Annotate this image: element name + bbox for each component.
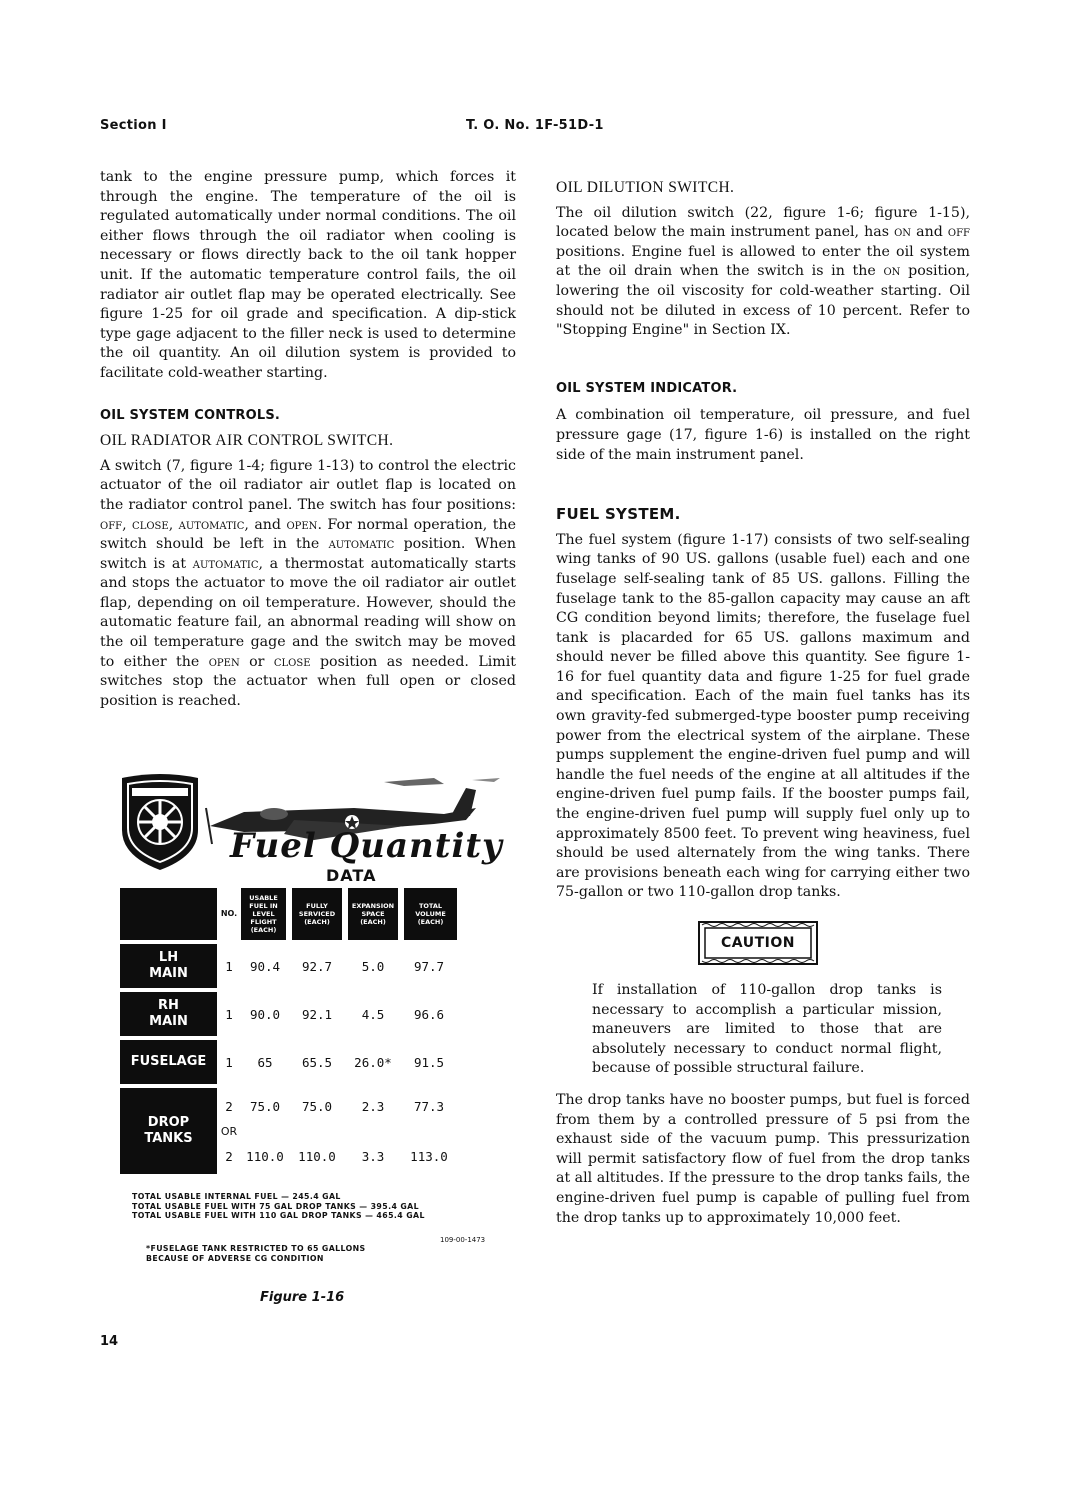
oil-radiator-switch-paragraph: A switch (7, figure 1-4; figure 1-13) to control the electric actuator of the oil radiator air outlet flap is located on the radiator control panel. The switch has four positions: off, close, automatic, and open. For normal operation, the switch should be left in the automatic position. When switch is at automatic, a thermostat automatically starts and stops the actuator to move the oil radiator air outlet flap, depending on oil temperature. However, should the automatic feature fail, an abnormal reading will show on the oil temperature gage and the switch may be moved to either the open or close position as needed. Limit switches stop the actuator when full open or closed position is reached. bbox=[100, 457, 516, 709]
header-usable: USABLE FUEL IN LEVEL FLIGHT (EACH) bbox=[241, 888, 289, 940]
figure-caption: Figure 1-16 bbox=[260, 1290, 345, 1305]
fuel-system-heading: FUEL SYSTEM. bbox=[556, 505, 681, 524]
figure-subtitle: DATA bbox=[326, 866, 377, 885]
table-cell: 90.4 bbox=[249, 958, 281, 974]
table-cell: 2 bbox=[225, 1148, 233, 1164]
table-cell: 75.0 bbox=[301, 1098, 333, 1114]
header-total-volume: TOTAL VOLUME (EACH) bbox=[401, 888, 457, 940]
row-label-drop-tanks: DROP TANKS bbox=[120, 1088, 217, 1174]
fuel-quantity-figure bbox=[112, 766, 504, 1306]
oil-system-indicator-paragraph: A combination oil temperature, oil pressure, and fuel pressure gage (17, figure 1-6) is installed on the right side of the main instrument panel. bbox=[556, 407, 970, 463]
oil-dilution-paragraph: The oil dilution switch (22, figure 1-6; figure 1-15), located below the main instrument panel, has on and off positions. Engine fuel is allowed to enter the oil system at the oil drain when the switch is in the on position, lowering the oil viscosity for cold-weather starting. Oil should not be diluted in excess of 10 percent. Refer to "Stopping Engine" in Section IX. bbox=[556, 204, 970, 339]
shield-emblem-icon bbox=[118, 772, 202, 872]
caution-box bbox=[698, 921, 818, 965]
table-row bbox=[120, 1088, 457, 1124]
table-row bbox=[120, 944, 457, 988]
table-cell: 1 bbox=[225, 1006, 233, 1022]
table-cell: 91.5 bbox=[413, 1054, 445, 1070]
table-corner bbox=[120, 888, 217, 940]
right-column bbox=[556, 178, 970, 1228]
doc-number: T. O. No. 1F-51D-1 bbox=[466, 118, 604, 133]
oil-system-controls-heading: OIL SYSTEM CONTROLS. bbox=[100, 407, 281, 423]
row-label-rh-main: RH MAIN bbox=[120, 992, 217, 1036]
table-cell: 110.0 bbox=[246, 1148, 284, 1164]
header-no: NO. bbox=[217, 888, 241, 940]
table-cell: 113.0 bbox=[410, 1148, 448, 1164]
oil-system-indicator-heading: OIL SYSTEM INDICATOR. bbox=[556, 380, 738, 396]
table-cell: 5.0 bbox=[361, 958, 385, 974]
fuel-quantity-table bbox=[120, 888, 457, 1174]
row-label-lh-main: LH MAIN bbox=[120, 944, 217, 988]
oil-dilution-switch-heading: OIL DILUTION SWITCH. bbox=[556, 179, 735, 196]
oil-flow-paragraph: tank to the engine pressure pump, which forces it through the engine. The temperature of the oil is regulated automatically under normal conditions. The oil either flows through the oil radiator when cooling is necessary or flows directly back to the oil tank hopper unit. If the automatic temperature control fails, the oil radiator air outlet flap may be operated electrically. See figure 1-25 for oil grade and specification. A dip-stick type gage adjacent to the filler neck is used to determine the oil quantity. An oil dilution system is provided to facilitate cold-weather starting. bbox=[100, 169, 516, 381]
header-fully-serviced: FULLY SERVICED (EACH) bbox=[289, 888, 345, 940]
table-cell: 4.5 bbox=[361, 1006, 385, 1022]
table-row bbox=[120, 992, 457, 1036]
table-row bbox=[120, 1040, 457, 1084]
or-label: OR bbox=[220, 1124, 238, 1138]
table-cell: 75.0 bbox=[249, 1098, 281, 1114]
table-cell: 77.3 bbox=[413, 1098, 445, 1114]
table-cell: 26.0* bbox=[354, 1054, 392, 1070]
table-cell: 92.1 bbox=[301, 1006, 333, 1022]
header-expansion: EXPANSION SPACE (EACH) bbox=[345, 888, 401, 940]
table-cell: 110.0 bbox=[298, 1148, 336, 1164]
table-cell: 65.5 bbox=[301, 1054, 333, 1070]
drop-tanks-paragraph: The drop tanks have no booster pumps, but fuel is forced from them by a controlled pressure of 5 psi from the exhaust side of the vacuum pump. This pressurization will permit satisfactory flow of fuel from the drop tanks at all altitudes. If the pressure to the drop tanks fails, the engine-driven fuel pump is capable of pulling fuel from the drop tanks up to approximately 10,000 feet. bbox=[556, 1091, 970, 1226]
table-cell: 1 bbox=[225, 1054, 233, 1070]
table-cell: 92.7 bbox=[301, 958, 333, 974]
caution-label: CAUTION bbox=[721, 935, 795, 951]
table-cell: 65 bbox=[257, 1054, 273, 1070]
table-cell: 1 bbox=[225, 958, 233, 974]
table-cell: 3.3 bbox=[361, 1148, 385, 1164]
row-label-fuselage: FUSELAGE bbox=[120, 1040, 217, 1084]
fuselage-footnote: *FUSELAGE TANK RESTRICTED TO 65 GALLONS BECAUSE OF ADVERSE CG CONDITION bbox=[146, 1244, 366, 1263]
table-header-row bbox=[120, 888, 457, 940]
table-cell: 2 bbox=[225, 1098, 233, 1114]
table-cell: 90.0 bbox=[249, 1006, 281, 1022]
figure-title: Fuel Quantity bbox=[230, 826, 503, 866]
table-cell: 2.3 bbox=[361, 1098, 385, 1114]
page-number: 14 bbox=[100, 1334, 119, 1349]
caution-text: If installation of 110-gallon drop tanks is necessary to accomplish a particular mission, maneuvers are limited to those that are absolutely necessary to conduct normal flight, because of possible structural failure. bbox=[592, 982, 942, 1077]
figure-code: 109-00-1473 bbox=[440, 1236, 486, 1244]
table-cell: 97.7 bbox=[413, 958, 445, 974]
section-label: Section I bbox=[100, 118, 167, 133]
oil-radiator-switch-heading: OIL RADIATOR AIR CONTROL SWITCH. bbox=[100, 432, 394, 450]
totals-notes: TOTAL USABLE INTERNAL FUEL — 245.4 GAL TOTAL USABLE FUEL WITH 75 GAL DROP TANKS — 395.4 GAL TOTAL USABLE FUEL WITH 110 GAL DROP TANKS — 465.4 GAL bbox=[132, 1192, 425, 1220]
fuel-system-paragraph: The fuel system (figure 1-17) consists of two self-sealing wing tanks of 90 US. gallons (usable fuel) each and one fuselage self-sealing tank of 85 US. gallons. Filling the fuselage tank to the 85-gallon capacity may cause an aft CG condition beyond limits; therefore, the fuselage fuel tank is placarded for 65 US. gallons maximum and should never be filled above this quantity. See figure 1-16 for fuel quantity data and figure 1-25 for fuel grade and specification. Each of the main fuel tanks has its own gravity-fed submerged-type booster pump receiving power from the electrical system of the airplane. These pumps supplement the engine-driven fuel pump and will handle the fuel needs of the engine at all altitudes if the engine-driven fuel pump fails. If the booster pumps fail, the engine-driven fuel pump will supply fuel only up to approximately 8500 feet. To prevent wing heaviness, fuel should be used alternately from the wing tanks. There are provisions beneath each wing for carrying either two 75-gallon or two 110-gallon drop tanks. bbox=[556, 531, 970, 901]
left-column bbox=[100, 168, 516, 711]
table-cell: 96.6 bbox=[413, 1006, 445, 1022]
